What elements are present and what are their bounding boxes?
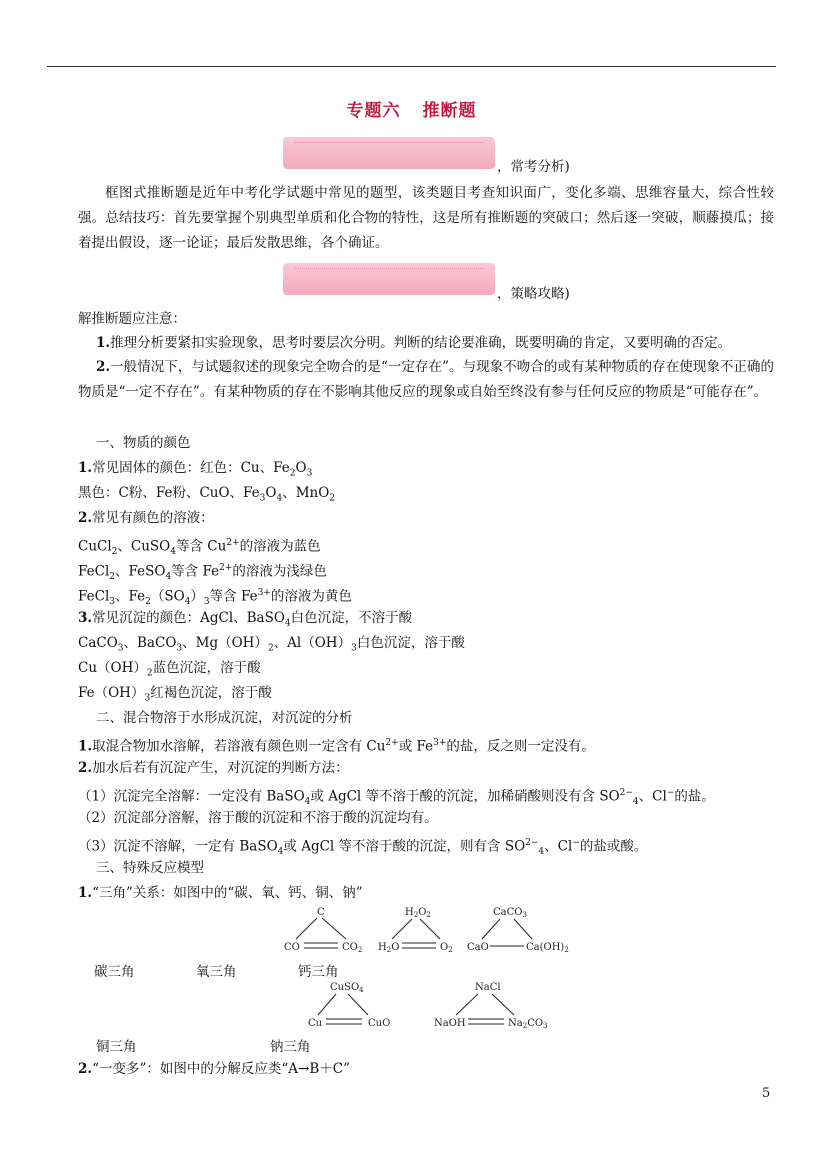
svg-text:O2: $O_2$ (440, 942, 453, 954)
triangle-diagrams-row2 (300, 978, 560, 1030)
intro-paragraph: 框图式推断题是近年中考化学试题中常见的题型，该类题目考查知识面广，变化多端、思维容量大，综合性较强。总结技巧：首先要掌握个别典型单质和化合物的特性，这是所有推断题的突破口；然后逐一突破，顺藤摸瓜；接着提出假设，逐一论证；最后发散思维，各个确证。 (78, 185, 774, 251)
section-banner-strategy (283, 263, 495, 295)
page-number: 5 (762, 1086, 771, 1101)
solution-yellow: FeCl$_3$、$Fe_2(SO_4)_3$等含 $Fe^{3+}$的溶液为黄色 (78, 588, 352, 608)
svg-text:CuSO4: CuSO$_4$ (330, 982, 364, 994)
model-1: 1.“三角”关系：如图中的“碳、氧、钙、铜、钠” (78, 885, 363, 901)
svg-text:CO: CO (284, 942, 300, 953)
mix-2a: （1）沉淀完全溶解：一定没有 BaSO$_4$或 AgCl 等不溶于酸的沉淀，加稀硝酸则没有含 $SO^{2-}_4$、Cl−的盐。 (78, 788, 715, 808)
caption-calcium: 钙三角 (298, 964, 339, 980)
svg-text:Cu: Cu (308, 1018, 323, 1029)
svg-text:CaCO3: CaCO$_3$ (493, 907, 527, 919)
svg-text:CO2: $CO_2$ (342, 942, 363, 954)
colors-title: 一、物质的颜色 (96, 435, 191, 451)
section-banner-analysis (283, 137, 495, 169)
sodium-triangle (434, 982, 548, 1030)
copper-triangle (308, 982, 390, 1029)
svg-text:Na2CO3: $Na_2CO_3$ (508, 1018, 548, 1030)
svg-text:C: C (317, 907, 325, 918)
solid-black: 黑色：C粉、Fe粉、CuO、$Fe_3O_4$、MnO$_2$ (78, 485, 336, 504)
precip-blue: $Cu(OH)_2$蓝色沉淀，溶于酸 (78, 660, 261, 679)
svg-text:NaCl: NaCl (475, 982, 501, 993)
header-rule (47, 66, 776, 67)
precip-red: $Fe(OH)_3$红褐色沉淀，溶于酸 (78, 685, 272, 704)
note-1: 1.推理分析要紧扣实验现象，思考时要层次分明。判断的结论要准确，既要明确的肯定，又要明确的否定。 (96, 335, 732, 351)
mix-title: 二、混合物溶于水形成沉淀，对沉淀的分析 (96, 710, 353, 726)
mix-2c: （3）沉淀不溶解，一定有 BaSO$_4$或 AgCl 等不溶于酸的沉淀，则有含 $SO^{2-}_4$、Cl−的盐或酸。 (78, 838, 648, 858)
notes-title: 解推断题应注意： (78, 311, 186, 327)
calcium-triangle (467, 907, 569, 954)
carbon-triangle (284, 907, 362, 954)
section-label-strategy: ，策略攻略) (497, 286, 570, 302)
solution-green: FeCl$_2$、FeSO$_4$等含 $Fe^{2+}$的溶液为浅绿色 (78, 563, 327, 583)
note-2: 2.一般情况下，与试题叙述的现象完全吻合的是“一定存在”。与现象不吻合的或有某种物质的存在使现象不正确的物质是“一定不存在”。有某种物质的存在不影响其他反应的现象或自始至终没有参与任何反应的物质是“可能存在”。 (78, 359, 774, 400)
caption-sodium: 钠三角 (270, 1039, 311, 1055)
svg-text:H2O2: $H_2O_2$ (405, 907, 431, 919)
solid-red: 1.常见固体的颜色：红色：Cu、$Fe_2O_3$ (78, 460, 313, 479)
svg-text:CaO: CaO (467, 942, 489, 953)
svg-text:NaOH: NaOH (434, 1018, 466, 1029)
triangle-diagrams-row1 (280, 903, 570, 955)
svg-text:CuO: CuO (368, 1018, 391, 1029)
solution-blue: CuCl$_2$、CuSO$_4$等含 $Cu^{2+}$的溶液为蓝色 (78, 538, 321, 558)
mix-2b: （2）沉淀部分溶解，溶于酸的沉淀和不溶于酸的沉淀均有。 (78, 810, 438, 826)
precip-title: 3.常见沉淀的颜色：AgCl、BaSO$_4$白色沉淀，不溶于酸 (78, 610, 413, 629)
svg-text:Ca(OH)2: $Ca(OH)_2$ (526, 942, 569, 954)
model-2: 2.“一变多”：如图中的分解反应类“A→B＋C” (78, 1061, 351, 1077)
solutions-title: 2.常见有颜色的溶液： (78, 510, 214, 526)
oxygen-triangle (378, 907, 453, 954)
model-title: 三、特殊反应模型 (96, 860, 204, 876)
svg-text:H2O: $H_2O$ (378, 942, 400, 954)
page-title: 专题六 推断题 (346, 101, 477, 121)
caption-oxygen: 氧三角 (196, 964, 237, 980)
mix-1: 1.取混合物加水溶解，若溶液有颜色则一定含有 $Cu^{2+}$或 $Fe^{3+}$的盐，反之则一定没有。 (78, 738, 595, 755)
section-label-analysis: ，常考分析) (497, 159, 570, 175)
precip-white: CaCO$_3$、BaCO$_3$、$Mg(OH)_2$、$Al(OH)_3$白色沉淀，溶于酸 (78, 635, 465, 654)
caption-copper: 铜三角 (96, 1039, 137, 1055)
mix-2: 2.加水后若有沉淀产生，对沉淀的判断方法： (78, 760, 349, 776)
caption-carbon: 碳三角 (94, 964, 135, 980)
